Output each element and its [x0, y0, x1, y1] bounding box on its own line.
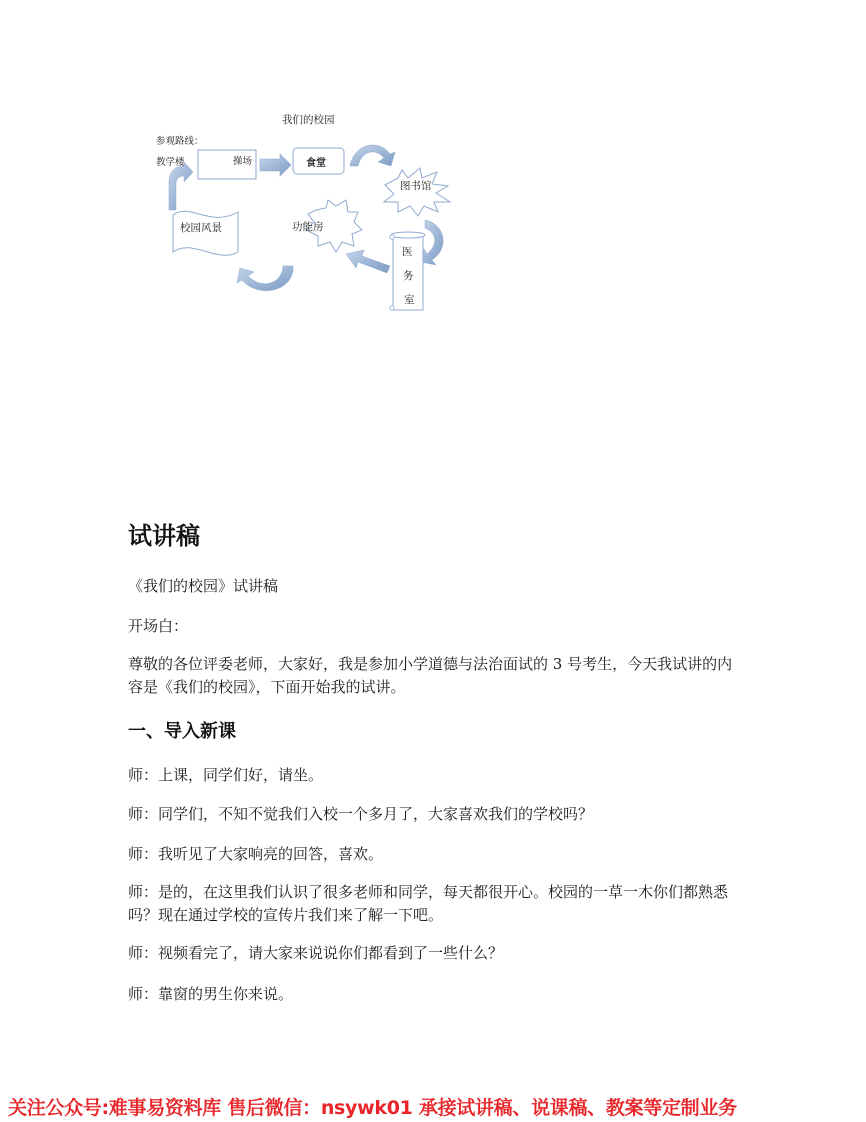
route-label: 参观路线：: [156, 136, 204, 147]
curved-arrow-icon: [350, 145, 395, 166]
node-function-room: 功能房: [292, 221, 324, 233]
node-teaching-building: 教学楼: [156, 157, 185, 168]
arrow-right-icon: [260, 154, 291, 176]
diagram-shapes: [140, 100, 500, 330]
node-campus-scenery: 校园风景: [180, 222, 222, 234]
node-canteen: 食堂: [306, 158, 326, 169]
arrow-left-icon: [346, 250, 390, 273]
curved-arrow-up-icon: [169, 162, 193, 210]
node-clinic-char-1: 医: [402, 246, 413, 258]
node-playground: 操场: [233, 156, 253, 167]
opening-paragraph: 尊敬的各位评委老师，大家好，我是参加小学道德与法治面试的 3 号考生，今天我试讲的内容是《我们的校园》，下面开始我的试讲。: [128, 655, 733, 696]
node-clinic-char-3: 室: [404, 294, 415, 306]
dialogue-line: 师：我听见了大家响亮的回答，喜欢。: [128, 845, 384, 863]
document-title: 试讲稿: [128, 522, 200, 550]
dialogue-line: 师：视频看完了，请大家来说说你们都看到了一些什么？: [128, 944, 504, 962]
dialogue-line: 师：靠窗的男生你来说。: [128, 985, 294, 1003]
curved-arrow-icon: [237, 266, 293, 291]
document-subtitle: 《我们的校园》试讲稿: [128, 577, 279, 595]
footer-watermark: 关注公众号:难事易资料库 售后微信：nsywk01 承接试讲稿、说课稿、教案等定制业务: [8, 1097, 737, 1119]
library-starburst: [384, 168, 450, 216]
campus-route-diagram: [140, 100, 500, 330]
diagram-title: 我们的校园: [282, 114, 335, 126]
opening-label: 开场白：: [128, 617, 189, 635]
node-library: 图书馆: [400, 180, 432, 192]
curved-arrow-icon: [421, 220, 443, 265]
dialogue-line: 师：同学们，不知不觉我们入校一个多月了，大家喜欢我们的学校吗？: [128, 805, 594, 823]
dialogue-line: 师：上课，同学们好，请坐。: [128, 766, 324, 784]
node-clinic-char-2: 务: [403, 270, 414, 282]
dialogue-line: 师：是的，在这里我们认识了很多老师和同学，每天都很开心。校园的一草一木你们都熟悉吗？现在通过学校的宣传片我们来了解一下吧。: [128, 883, 729, 924]
section-heading-intro: 一、导入新课: [128, 721, 236, 742]
